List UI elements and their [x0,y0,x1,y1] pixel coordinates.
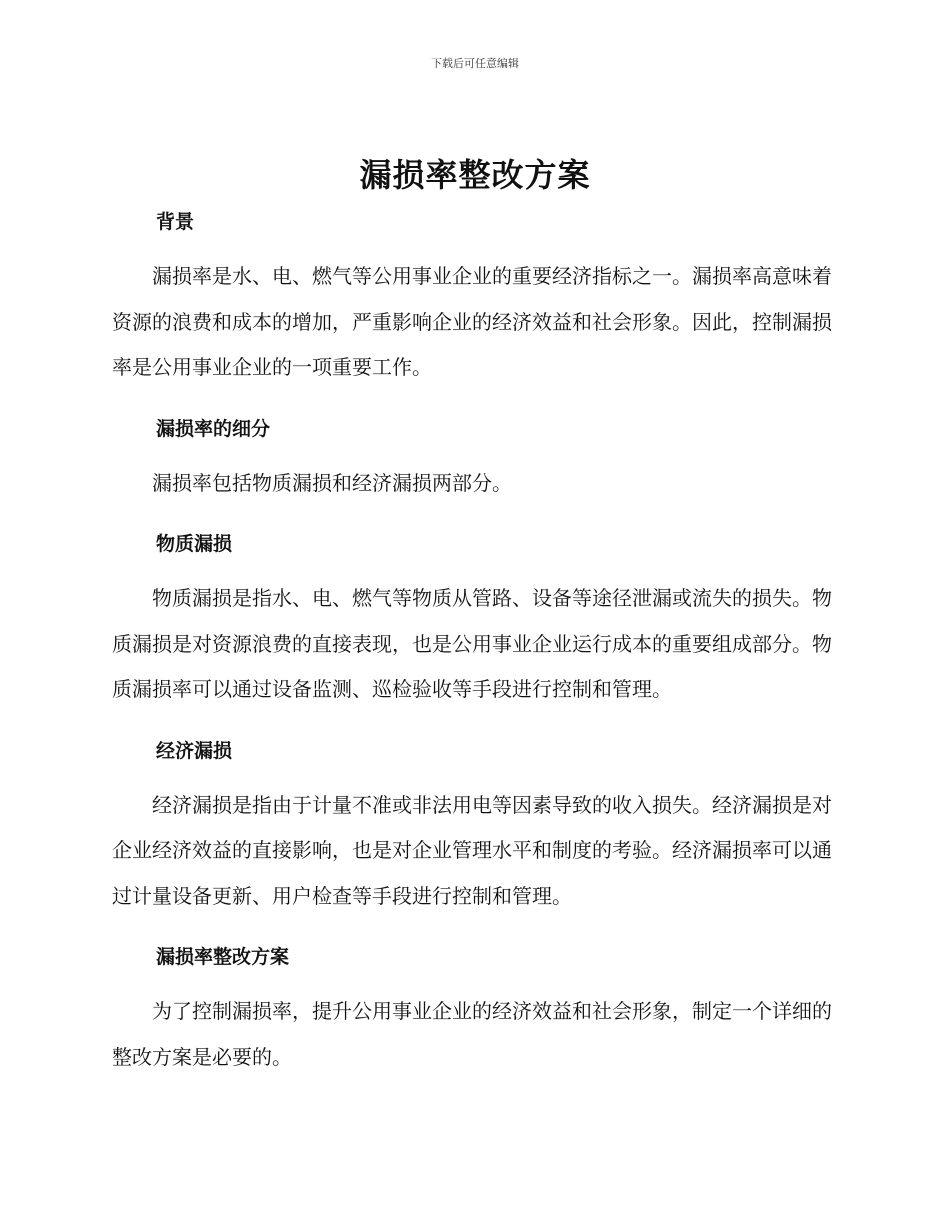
document-title: 漏损率整改方案 [359,156,591,194]
section-heading-economic-loss: 经济漏损 [156,739,233,762]
section-heading-background: 背景 [156,211,195,233]
paragraph-economic-loss: 经济漏损是指由于计量不准或非法用电等因素导致的收入损失。经济漏损是对企业经济效益的直接影响，也是对企业管理水平和制度的考验。经济漏损率可以通过计量设备更新、用户检查等手段进行控制和管理。 [112,792,832,908]
document-body [112,200,832,1080]
paragraph-background: 漏损率是水、电、燃气等公用事业企业的重要经济指标之一。漏损率高意味着资源的浪费和成本的增加，严重影响企业的经济效益和社会形象。因此，控制漏损率是公用事业企业的一项重要工作。 [112,264,832,379]
header-note: 下载后可任意编辑 [431,57,519,70]
paragraph-rectification-plan: 为了控制漏损率，提升公用事业企业的经济效益和社会形象，制定一个详细的整改方案是必要的。 [112,999,832,1069]
paragraph-physical-loss: 物质漏损是指水、电、燃气等物质从管路、设备等途径泄漏或流失的损失。物质漏损是对资源浪费的直接表现，也是公用事业企业运行成本的重要组成部分。物质漏损率可以通过设备监测、巡检验收等手段进行控制和管理。 [112,586,832,701]
section-heading-breakdown: 漏损率的细分 [156,417,271,440]
paragraph-breakdown: 漏损率包括物质漏损和经济漏损两部分。 [152,470,512,495]
section-heading-physical-loss: 物质漏损 [156,533,233,555]
section-heading-rectification-plan: 漏损率整改方案 [156,946,290,968]
